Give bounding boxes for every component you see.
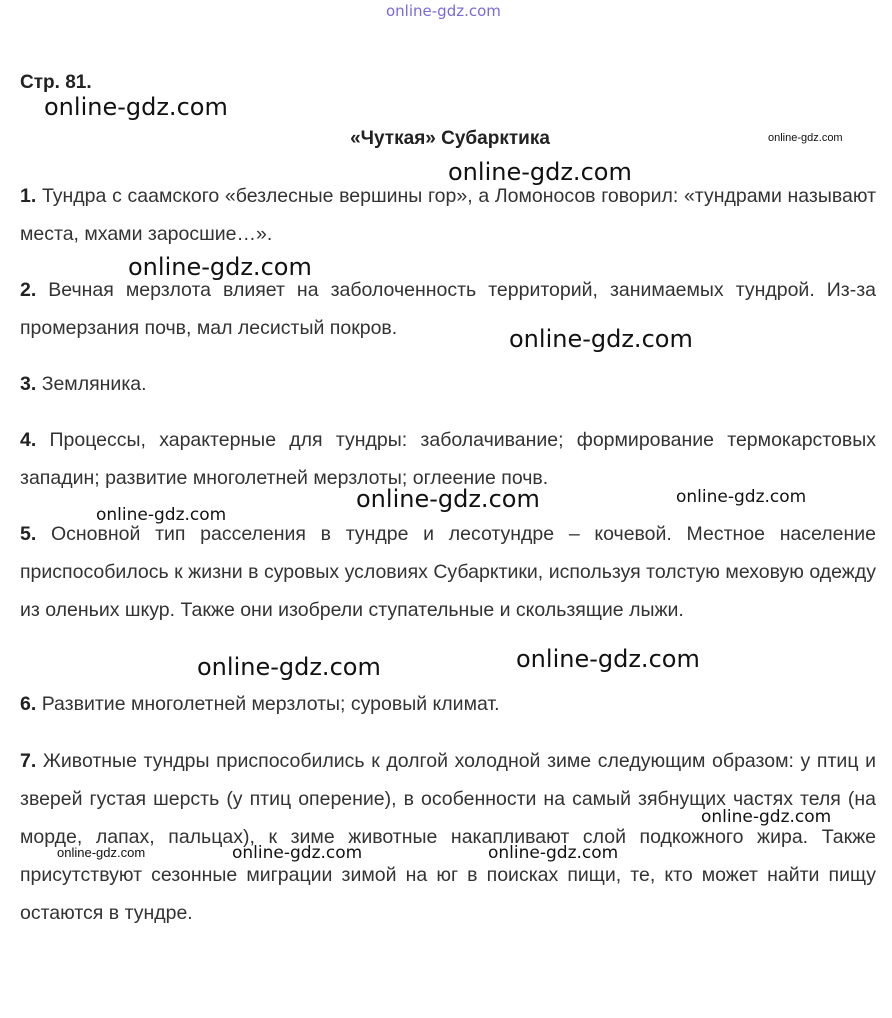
answer-number: 6. [20,693,37,715]
watermark: online-gdz.com [509,325,693,353]
answer-number: 1. [20,185,37,207]
answer-number: 4. [20,429,37,451]
page-reference: Стр. 81. [20,72,92,93]
answer-2 [20,271,876,347]
watermark: online-gdz.com [356,485,540,513]
answer-5 [20,515,876,629]
answer-text: Вечная мерзлота влияет на заболоченность территорий, занимаемых тундрой. Из-за промерзания почв, мал лесистый покров. [20,279,877,339]
answer-text: Тундра с саамского «безлесные вершины гор», а Ломоносов говорил: «тундрами называют места, мхами заросшие…». [20,185,877,245]
answer-text: Основной тип расселения в тундре и лесотундре – кочевой. Местное население приспособилось к жизни в суровых условиях Субарктики, используя толстую меховую одежду из оленьих шкур. Также они изобрели ступательные и скользящие лыжи. [20,523,876,621]
watermark: online-gdz.com [768,132,843,144]
answer-3 [20,365,876,403]
watermark: online-gdz.com [57,845,146,860]
answer-number: 2. [20,279,37,301]
watermark: online-gdz.com [448,158,632,186]
watermark: online-gdz.com [386,2,501,20]
answer-number: 7. [20,750,37,772]
answer-text: Процессы, характерные для тундры: заболачивание; формирование термокарстовых западин; развитие многолетней мерзлоты; оглеение почв. [20,429,876,489]
answer-text: Земляника. [41,373,147,395]
watermark: online-gdz.com [488,843,619,863]
answer-text: Животные тундры приспособились к долгой холодной зиме следующим образом: у птиц и зверей густая шерсть (у птиц оперение), в особенности на самый зябнущих частях теля (на морде, лапах, пальцах), к зиме животные накапливают слой подкожного жира. Также присутствуют сезонные миграции зимой на юг в поисках пищи, те, кто может найти пищу остаются в тундре. [20,750,877,924]
watermark: online-gdz.com [96,505,227,525]
watermark: online-gdz.com [676,487,807,507]
watermark: online-gdz.com [44,93,228,121]
watermark: online-gdz.com [232,843,363,863]
answer-text: Развитие многолетней мерзлоты; суровый климат. [41,693,500,715]
answer-number: 5. [20,523,37,545]
answer-1 [20,177,876,253]
answer-6 [20,685,876,723]
answer-7 [20,742,876,932]
watermark: online-gdz.com [128,253,312,281]
answer-number: 3. [20,373,37,395]
document-title: «Чуткая» Субарктика [350,128,550,149]
watermark: online-gdz.com [701,807,832,827]
watermark: online-gdz.com [197,653,381,681]
watermark: online-gdz.com [516,645,700,673]
